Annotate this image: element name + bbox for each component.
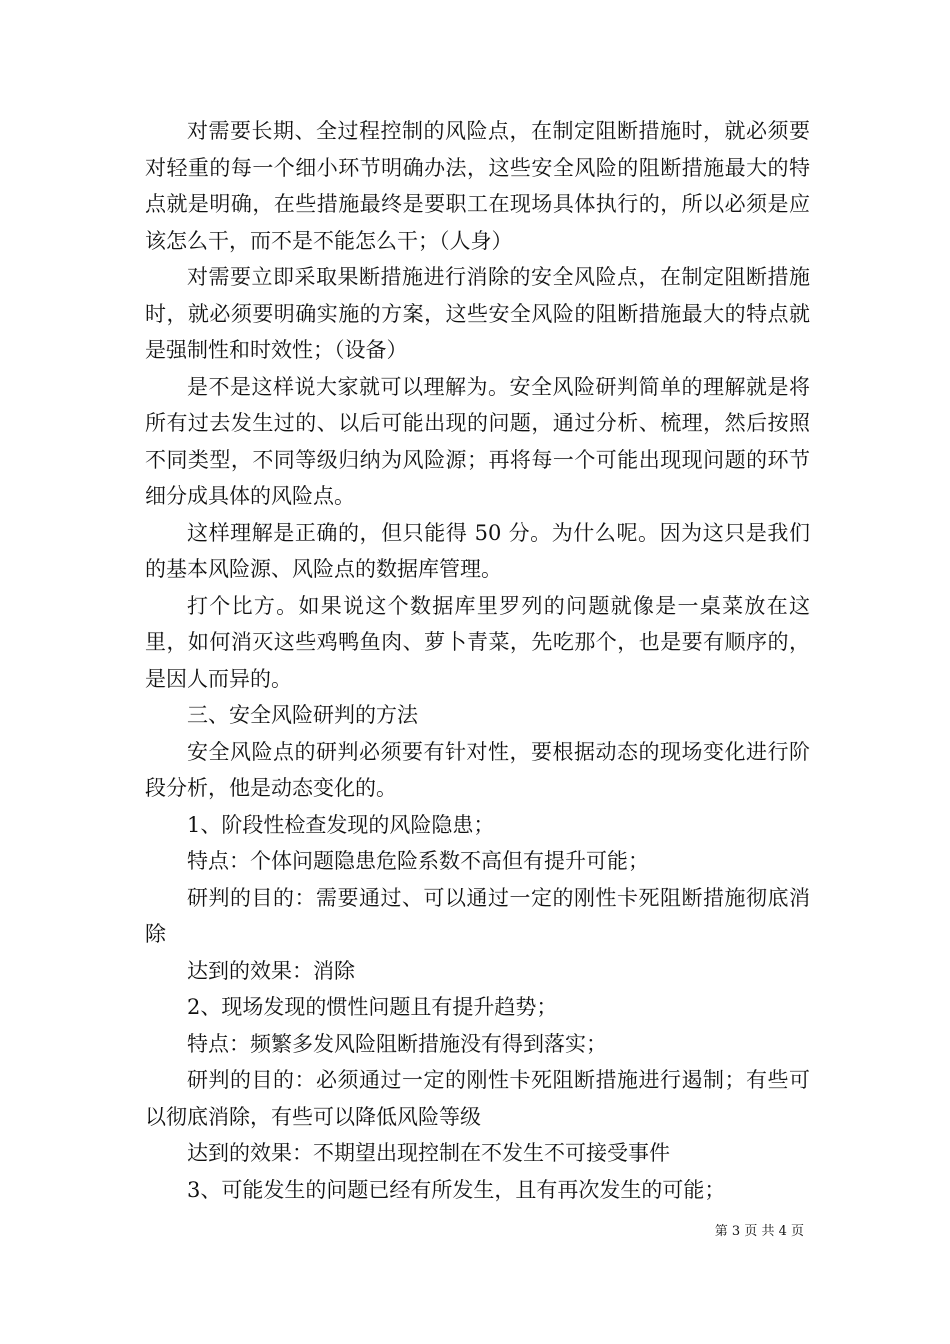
list-item-1-effect: 达到的效果：消除 [187, 958, 355, 983]
paragraph-5: 打个比方。如果说这个数据库里罗列的问题就像是一桌菜放在这里，如何消灭这些鸡鸭鱼肉、萝卜青菜，先吃那个，也是要有顺序的，是因人而异的。 [145, 593, 810, 691]
paragraph-2: 对需要立即采取果断措施进行消除的安全风险点，在制定阻断措施时，就必须要明确实施的方案，这些安全风险的阻断措施最大的特点就是强制性和时效性；（设备） [145, 265, 810, 362]
list-item-2: 2、现场发现的惯性问题且有提升趋势； [187, 995, 558, 1019]
paragraph-1: 对需要长期、全过程控制的风险点，在制定阻断措施时，就必须要对轻重的每一个细小环节明确办法，这些安全风险的阻断措施最大的特点就是明确，在些措施最终是要职工在现场具体执行的，所以必须是应该怎么干，而不是不能怎么干；（人身） [145, 119, 810, 253]
list-item-1-feature: 特点：个体问题隐患危险系数不高但有提升可能； [187, 849, 649, 873]
list-item-1: 1、阶段性检查发现的风险隐患； [187, 812, 495, 837]
list-item-2-feature: 特点：频繁多发风险阻断措施没有得到落实； [187, 1031, 607, 1056]
list-item-1-purpose: 研判的目的：需要通过、可以通过一定的刚性卡死阻断措施彻底消除 [145, 885, 810, 946]
document-body [145, 113, 810, 1208]
list-item-2-effect: 达到的效果：不期望出现控制在不发生不可接受事件 [187, 1141, 670, 1165]
section-heading-3: 三、安全风险研判的方法 [187, 703, 418, 727]
paragraph-4: 这样理解是正确的，但只能得 50 分。为什么呢。因为这只是我们的基本风险源、风险点的数据库管理。 [145, 520, 810, 581]
list-item-3: 3、可能发生的问题已经有所发生，且有再次发生的可能； [187, 1177, 726, 1202]
page-number: 第 3 页 共 4 页 [714, 1224, 804, 1239]
paragraph-3: 是不是这样说大家就可以理解为。安全风险研判简单的理解就是将所有过去发生过的、以后可能出现的问题，通过分析、梳理，然后按照不同类型，不同等级归纳为风险源；再将每一个可能出现现问题的环节细分成具体的风险点。 [145, 374, 810, 508]
paragraph-6: 安全风险点的研判必须要有针对性，要根据动态的现场变化进行阶段分析，他是动态变化的。 [145, 739, 810, 800]
list-item-2-purpose: 研判的目的：必须通过一定的刚性卡死阻断措施进行遏制；有些可以彻底消除，有些可以降低风险等级 [145, 1068, 810, 1129]
